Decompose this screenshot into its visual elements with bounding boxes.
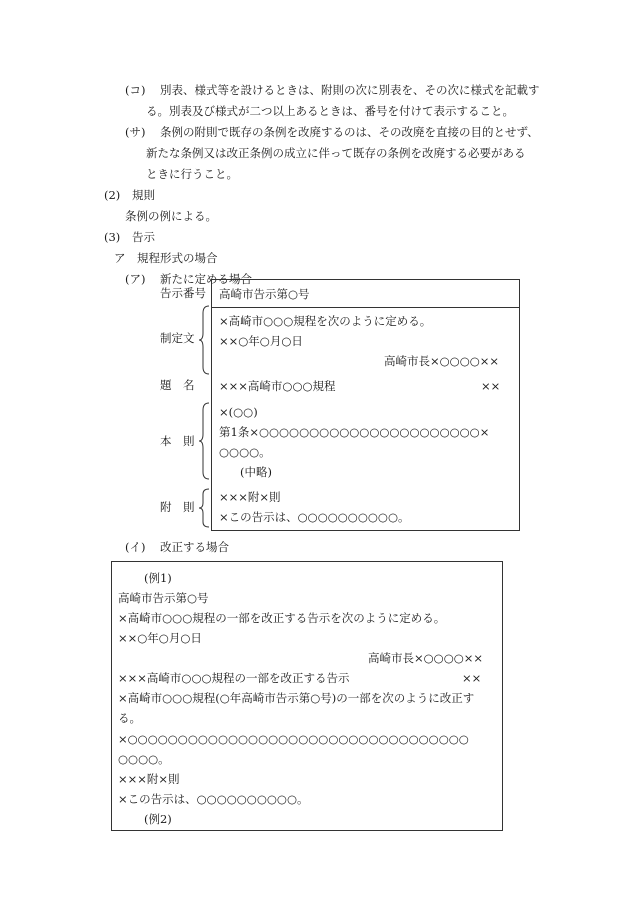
label-notice-number: 告示番号: [160, 286, 206, 300]
section2-title: 規則: [132, 188, 155, 202]
section3-sub-a: ア 規程形式の場合: [114, 251, 218, 265]
example1-label: (例1): [144, 571, 172, 585]
mayor-signature: 高崎市長×○○○○××: [384, 354, 500, 368]
supp-line1: ×××附×則: [219, 490, 281, 504]
amend-line11: ×この告示は、○○○○○○○○○○。: [118, 792, 309, 806]
number-divider: [212, 307, 519, 308]
body-line4: (中略): [240, 465, 272, 479]
supp-line2: ×この告示は、○○○○○○○○○○。: [219, 510, 410, 524]
regulation-title-trail: ××: [481, 379, 501, 393]
brace-supplementary: [198, 488, 212, 528]
amend-line8: ×○○○○○○○○○○○○○○○○○○○○○○○○○○○○○○○○○○: [118, 732, 469, 746]
label-enactment: 制定文: [160, 331, 195, 345]
enact-line1: ×高崎市○○○規程を次のように定める。: [219, 314, 432, 328]
label-title: 題 名: [160, 378, 195, 392]
item-sa-line3: ときに行うこと。: [146, 167, 238, 181]
amend-line6: ×高崎市○○○規程(○年高崎市告示第○号)の一部を次のように改正す: [118, 691, 475, 705]
amend-line5-trail: ××: [462, 671, 482, 685]
sub-a1-title: 新たに定める場合: [160, 272, 252, 286]
item-ko-line1: 別表、様式等を設けるときは、附則の次に別表を、その次に様式を記載す: [160, 83, 540, 97]
amend-line7: る。: [118, 711, 141, 725]
sub-a1-label: (ア): [125, 272, 146, 286]
amend-line9: ○○○○。: [118, 752, 170, 766]
brace-enactment: [198, 305, 212, 375]
item-sa-line2: 新たな条例又は改正条例の成立に伴って既存の条例を改廃する必要がある: [146, 146, 526, 160]
label-supplementary: 附 則: [160, 500, 195, 514]
section2-body: 条例の例による。: [125, 209, 217, 223]
brace-body: [198, 402, 212, 480]
sub-a2-title: 改正する場合: [160, 540, 229, 554]
amend-notice-form-box: [111, 561, 503, 831]
body-line2: 第1条×○○○○○○○○○○○○○○○○○○○○○○×: [219, 425, 490, 439]
item-sa-label: (サ): [125, 125, 146, 139]
amend-line1: 高崎市告示第○号: [118, 591, 209, 605]
section3-label: (3): [104, 230, 121, 244]
example2-label: (例2): [144, 812, 172, 826]
body-line1: ×(○○): [219, 405, 258, 419]
item-sa-line1: 条例の附則で既存の条例を改廃するのは、その改廃を直接の目的とせず、: [160, 125, 539, 139]
amend-line3: ××○年○月○日: [118, 631, 202, 645]
amend-line10: ×××附×則: [118, 772, 180, 786]
amend-line2: ×高崎市○○○規程の一部を改正する告示を次のように定める。: [118, 611, 446, 625]
amend-line5: ×××高崎市○○○規程の一部を改正する告示: [118, 671, 350, 685]
notice-number-text: 高崎市告示第○号: [219, 287, 310, 301]
enact-line2: ××○年○月○日: [219, 334, 303, 348]
label-body: 本 則: [160, 434, 195, 448]
regulation-title: ×××高崎市○○○規程: [219, 379, 336, 393]
new-notice-form-box: [211, 279, 520, 531]
body-line3: ○○○○。: [219, 445, 271, 459]
amend-mayor-signature: 高崎市長×○○○○××: [368, 651, 484, 665]
item-ko-line2: る。別表及び様式が二つ以上あるときは、番号を付けて表示すること。: [146, 104, 514, 118]
section2-label: (2): [104, 188, 121, 202]
item-ko-label: (コ): [125, 83, 146, 97]
section3-title: 告示: [132, 230, 155, 244]
sub-a2-label: (イ): [125, 540, 146, 554]
